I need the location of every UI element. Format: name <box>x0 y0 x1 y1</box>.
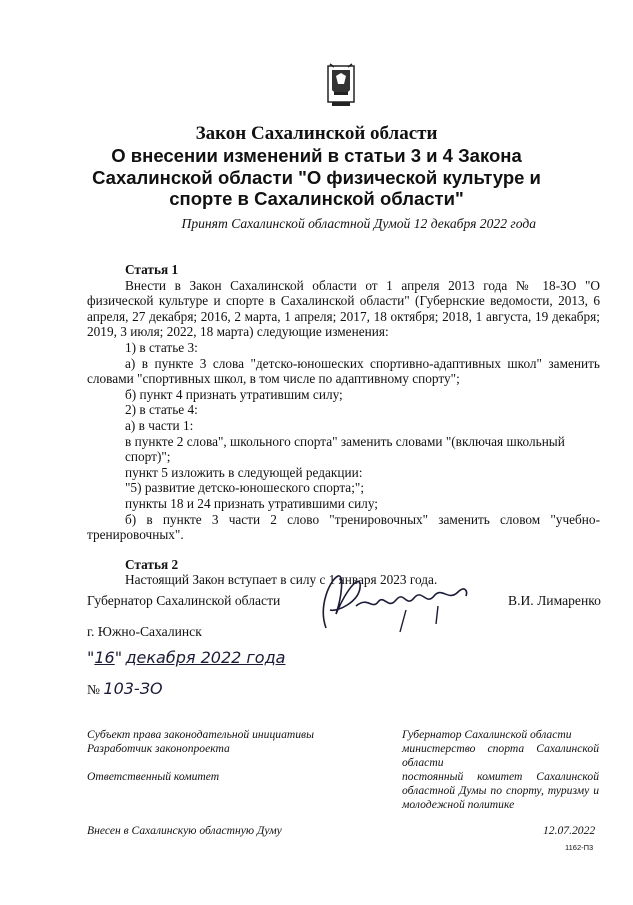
adoption-note: Принят Сахалинской областной Думой 12 декабря 2022 года <box>181 216 536 231</box>
date-month-year: декабря 2022 года <box>125 648 286 667</box>
document-code: 1162-П3 <box>565 843 594 852</box>
article-1-item-1b: б) пункт 4 признать утратившим силу; <box>125 386 343 402</box>
footer-ministry: министерство спорта Сахалинской области <box>402 742 599 769</box>
article-1-item-2a-3: "5) развитие детско-юношеского спорта;"; <box>125 480 365 496</box>
law-body <box>87 262 600 588</box>
footer-right-block <box>402 728 599 812</box>
footer-initiative-subject: Субъект права законодательной инициативы <box>87 728 314 741</box>
date-day: 16 <box>94 648 115 667</box>
signing-date <box>87 648 285 667</box>
article-1-item-1: 1) в статье 3: <box>125 339 198 355</box>
article-2-text: Настоящий Закон вступает в силу с 1 января 2023 года. <box>125 572 438 588</box>
footer-committee: постоянный комитет Сахалинской областной Думы по спорту, туризму и молодежной политике <box>402 770 599 811</box>
article-1-heading: Статья 1 <box>125 262 179 277</box>
title-line-2: О внесении изменений в статьи 3 и 4 Закона <box>111 145 522 166</box>
handwritten-signature <box>308 566 478 646</box>
governor-name: В.И. Лимаренко <box>508 593 601 608</box>
date-quote-close: " <box>114 648 123 667</box>
article-1-item-2a: а) в части 1: <box>125 417 194 433</box>
footer-governor: Губернатор Сахалинской области <box>402 728 572 741</box>
article-1-intro: Внести в Закон Сахалинской области от 1 апреля 2013 года № 18-ЗО "О физической культуре и спорте в Сахалинской области" (Губернские ведомости, 2013, 6 апреля, 27 декабря; 2016, 2 марта, 1 апреля; 2017, 18 октября; 2018, 1 августа, 19 декабря; 2019, 3 июля; 2022, 18 марта) следующие изменения: <box>87 277 600 340</box>
footer-submitted-date: 12.07.2022 <box>543 824 596 837</box>
article-1-item-1a: а) в пункте 3 слова "детско-юношеских спортивно-адаптивных школ" заменить словами "спортивных школ, в том числе по адаптивному спорту"; <box>87 355 600 387</box>
article-1-item-2: 2) в статье 4: <box>125 402 198 418</box>
law-title <box>60 123 573 210</box>
date-quote-open: " <box>87 648 95 667</box>
city-line: г. Южно-Сахалинск <box>87 624 202 639</box>
footer-developer: Разработчик законопроекта <box>87 742 230 755</box>
article-1-item-2b: б) в пункте 3 части 2 слово "тренировочных" заменить словом "учебно-тренировочных". <box>87 511 600 543</box>
title-line-1: Закон Сахалинской области <box>195 123 438 144</box>
article-1-item-2a-1: в пункте 2 слова", школьного спорта" заменить словами "(включая школьный спорт)"; <box>125 433 565 465</box>
footer-committee-label: Ответственный комитет <box>87 770 220 783</box>
law-number-line <box>87 679 163 698</box>
article-2-heading: Статья 2 <box>125 556 179 572</box>
article-1-item-2a-2: пункт 5 изложить в следующей редакции: <box>125 464 363 480</box>
number-sign: № <box>87 682 100 697</box>
title-line-3: Сахалинской области "О физической культуре и <box>92 166 541 188</box>
law-number: 103-ЗО <box>103 679 163 698</box>
title-line-4: спорте в Сахалинской области" <box>169 188 464 209</box>
governor-title: Губернатор Сахалинской области <box>87 593 281 608</box>
coat-of-arms-emblem <box>326 62 356 108</box>
article-1-item-2a-4: пункты 18 и 24 признать утратившими силу; <box>125 495 378 511</box>
footer-submitted: Внесен в Сахалинскую областную Думу <box>87 824 282 837</box>
